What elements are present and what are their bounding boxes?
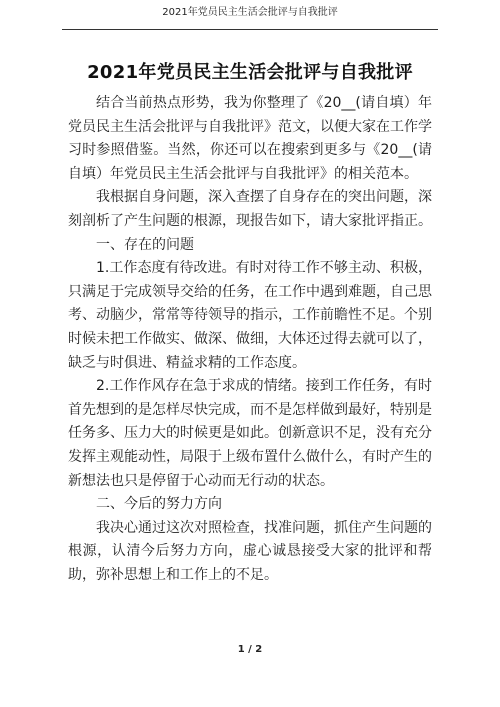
header-text: 2021年党员民主生活会批评与自我批评	[162, 7, 338, 18]
document-body	[68, 92, 432, 587]
paragraph-problem-2: 2.工作作风存在急于求成的情绪。接到工作任务，有时首先想到的是怎样尽快完成，而不是怎样做到最好，特别是任务多、压力大的时候更是如此。创新意识不足，没有充分发挥主观能动性，局限于上级布置什么做什么，有时产生的新想法也只是停留于心动而无行动的状态。	[68, 378, 432, 489]
paragraph-resolution: 我决心通过这次对照检查，找准问题，抓住产生问题的根源，认清今后努力方向，虚心诚恳接受大家的批评和帮助，弥补思想上和工作上的不足。	[68, 519, 432, 583]
paragraph-intro: 结合当前热点形势，我为你整理了《20__(请自填）年党员民主生活会批评与自我批评》范文，以便大家在工作学习时参照借鉴。当然，你还可以在搜索到更多与《20__(请自填）年党员民主生活会批评与自我批评》的相关范本。	[68, 95, 432, 182]
section-heading-direction: 二、今后的努力方向	[96, 496, 222, 513]
page-number: 1 / 2	[237, 644, 263, 655]
header-divider	[62, 29, 438, 30]
paragraph-problem-1: 1.工作态度有待改进。有时对待工作不够主动、积极，只满足于完成领导交给的任务，在工作中遇到难题，自己思考、动脑少，常常等待领导的指示，工作前瞻性不足。个别时候未把工作做实、做深、做细，大体还过得去就可以了，缺乏与时俱进、精益求精的工作态度。	[68, 260, 432, 371]
section-heading-problems: 一、存在的问题	[96, 236, 194, 253]
page-header	[0, 0, 500, 30]
paragraph-summary: 我根据自身问题，深入查摆了自身存在的突出问题，深刻剖析了产生问题的根源，现报告如下，请大家批评指正。	[68, 189, 432, 229]
document-title: 2021年党员民主生活会批评与自我批评	[87, 62, 413, 83]
